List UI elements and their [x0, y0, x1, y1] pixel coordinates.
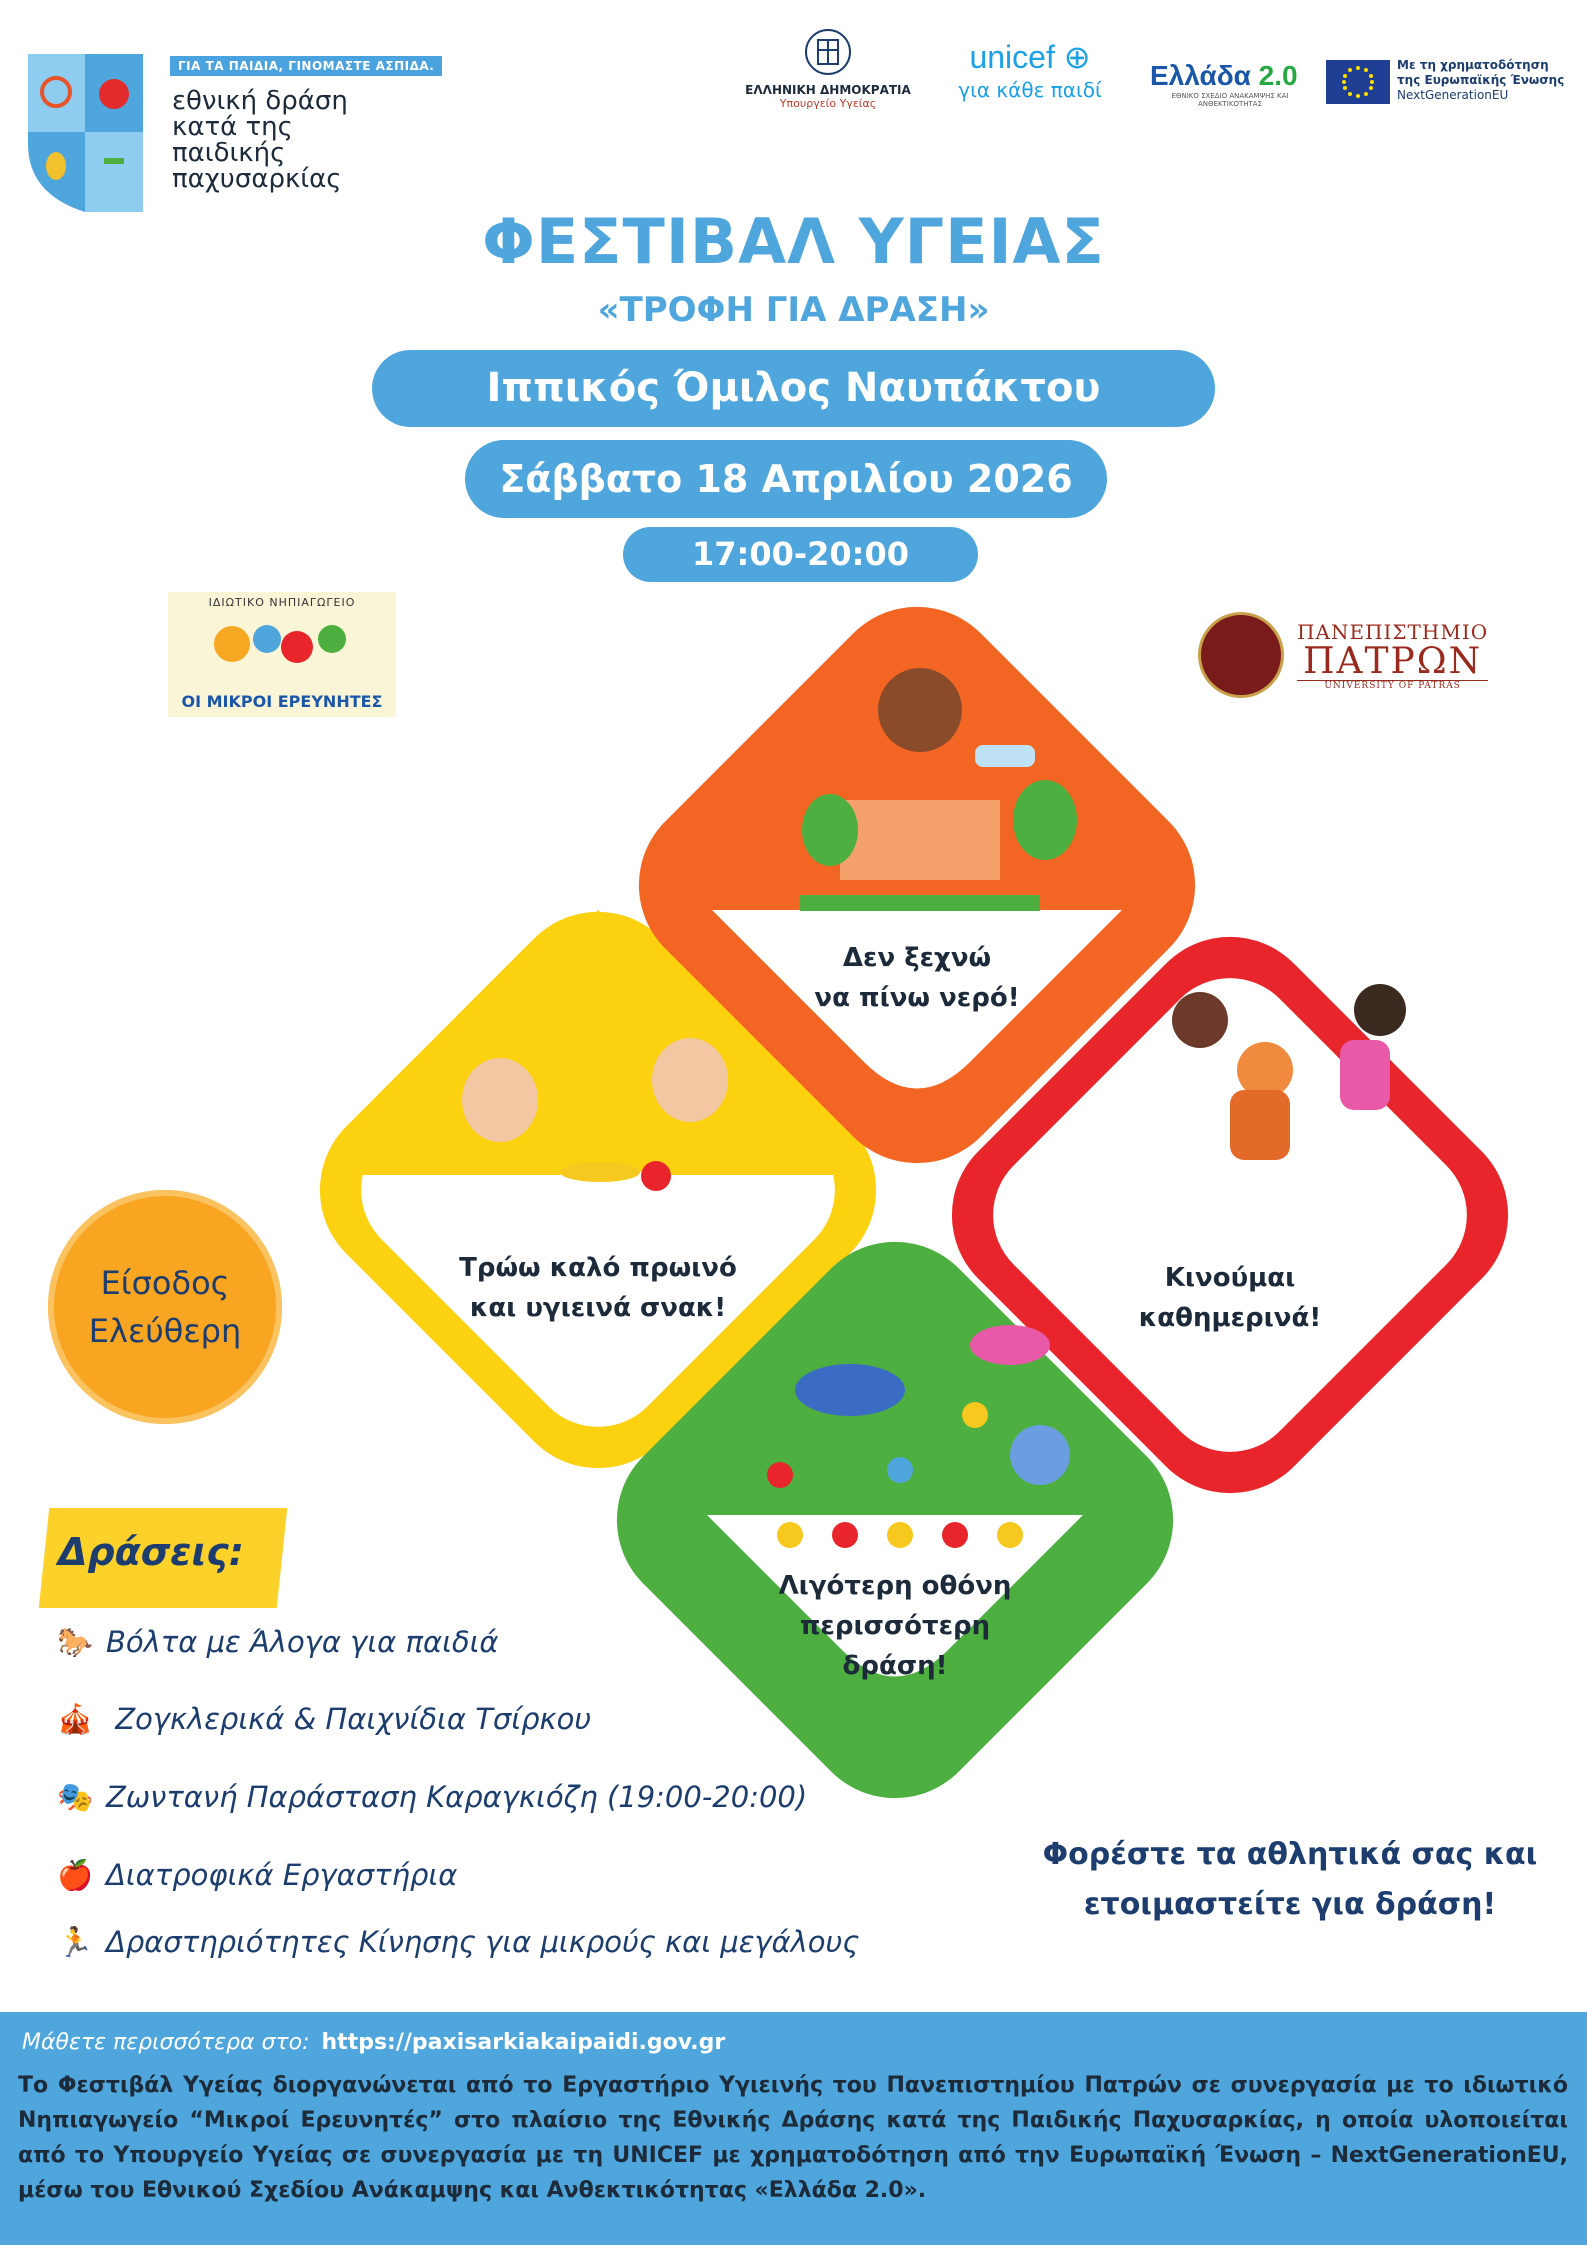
campaign-name: εθνική δράση κατά της παιδικής παχυσαρκίας [172, 86, 348, 194]
hellenic-republic-logo: ΕΛΛΗΝΙΚΗ ΔΗΜΟΚΡΑΤΙΑ Υπουργείο Υγείας [728, 28, 928, 110]
exercise-icon: 🏃 [56, 1925, 94, 1959]
university-of-patras-logo: ΠΑΝΕΠΙΣΤΗΜΙΟ ΠΑΤΡΩΝ UNIVERSITY OF PATRAS [1198, 612, 1488, 698]
eu-funding-text: Με τη χρηματοδότηση της Ευρωπαϊκής Ένωσης NextGenerationEU [1397, 58, 1565, 102]
greece-2-0-logo: Ελλάδα 2.0 ΕΘΝΙΚΟ ΣΧΕΔΙΟ ΑΝΑΚΑΜΨΗΣ ΚΑΙ ΑΝΘΕΚΤΙΚΟΤΗΤΑΣ [1150, 60, 1298, 108]
girl-illustration [462, 1058, 538, 1142]
theater-masks-icon: 🎭 [56, 1780, 94, 1814]
apple-icon: 🍎 [56, 1858, 94, 1892]
festival-subtitle: «ΤΡΟΦΗ ΓΙΑ ΔΡΑΣΗ» [597, 290, 990, 330]
food-tip-label: Τρώω καλό πρωινό και υγιεινά σνακ! [459, 1253, 737, 1323]
action-item: 🎪 Ζογκλερικά & Παιχνίδια Τσίρκου [44, 1702, 591, 1737]
move-tip-label: Κινούμαι καθημερινά! [1138, 1263, 1322, 1333]
circus-tent-icon: 🎪 [56, 1702, 94, 1736]
actions-title: Δράσεις: [58, 1530, 244, 1574]
action-item: 🏃 Δραστηριότητες Κίνησης για μικρούς και μεγάλους [44, 1925, 859, 1960]
website-link[interactable]: https://paxisarkiakaipaidi.gov.gr [321, 2030, 726, 2055]
action-item: 🐎 Βόλτα με Άλογα για παιδιά [44, 1625, 499, 1660]
organizer-paragraph: Το Φεστιβάλ Υγείας διοργανώνεται από το Εργαστήριο Υγιεινής του Πανεπιστημίου Πατρών σε συνεργασία με το ιδιωτικό Νηπιαγωγείο “Μικροί Ερευνητές” στο πλαίσιο της Εθνικής Δράσης κατά της Παιδικής Παχυσαρκίας, η οποία υλοποιείται από το Υπουργείο Υγείας σε συνεργασία με τη UNICEF με χρηματοδότηση από την Ευρωπαϊκή Ένωση – NextGenerationEU, μέσω του Εθνικού Σχεδίου Ανάκαμψης και Ανθεκτικότητας «Ελλάδα 2.0». [18, 2073, 1568, 2203]
globe-icon: ⊕ [1063, 39, 1091, 75]
screen-tip-label: Λιγότερη οθόνη περισσότερη δράση! [778, 1571, 1012, 1681]
twister-dots-illustration [887, 1457, 913, 1483]
horse-icon: 🐎 [56, 1625, 94, 1659]
action-item: 🍎 Διατροφικά Εργαστήρια [44, 1858, 457, 1893]
date-pill: Σάββατο 18 Απριλίου 2026 [465, 440, 1107, 518]
action-item: 🎭 Ζωντανή Παράσταση Καραγκιόζη (19:00-20:00) [44, 1780, 807, 1815]
banana-icon [560, 1162, 640, 1182]
running-kids-illustration [1172, 992, 1228, 1048]
festival-title: ΦΕΣΤΙΒΑΛ ΥΓΕΙΑΣ [482, 205, 1105, 278]
boy-illustration [652, 1038, 728, 1122]
learn-more: Μάθετε περισσότερα στο: https://paxisarkiakaipaidi.gov.gr [22, 2030, 726, 2055]
sportswear-slogan: Φορέστε τα αθλητικά σας και ετοιμαστείτε για δράση! [1042, 1837, 1538, 1922]
plant-icon [1013, 780, 1077, 860]
free-entry-badge: Είσοδος Ελεύθερη [48, 1190, 282, 1424]
playing-kids-illustration [795, 1364, 905, 1416]
boy-drinking-illustration [878, 668, 962, 752]
apple-icon [641, 1161, 671, 1191]
kindergarten-logo: ΙΔΙΩΤΙΚΟ ΝΗΠΙΑΓΩΓΕΙΟ ΟΙ ΜΙΚΡΟΙ ΕΡΕΥΝΗΤΕΣ [168, 592, 396, 717]
time-pill: 17:00-20:00 [623, 527, 978, 582]
water-tip-label: Δεν ξεχνώ να πίνω νερό! [814, 943, 1020, 1013]
water-bottle-icon [975, 745, 1035, 767]
campaign-tagline: ΓΙΑ ΤΑ ΠΑΙΔΙΑ, ΓΙΝΟΜΑΣΤΕ ΑΣΠΙΔΑ. [170, 56, 442, 76]
venue-pill: Ιππικός Όμιλος Ναυπάκτου [372, 350, 1215, 427]
bench-illustration [840, 800, 1000, 880]
unicef-logo: unicef ⊕ για κάθε παιδί [958, 39, 1102, 102]
